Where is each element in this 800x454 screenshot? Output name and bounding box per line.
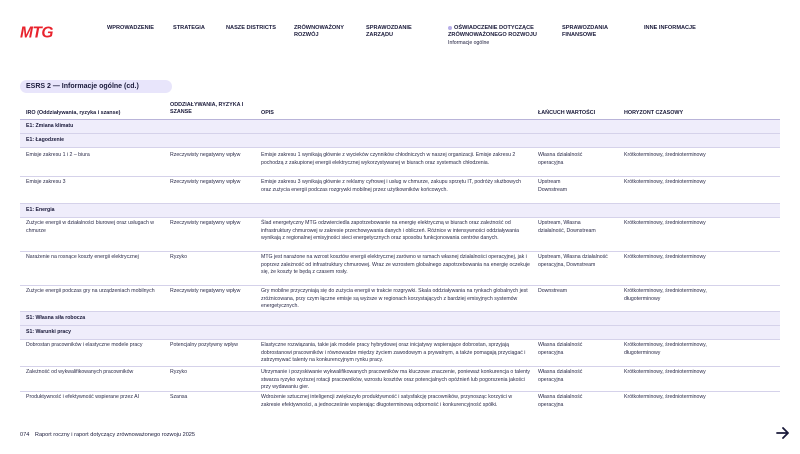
cell-chain: Upstream, Własna działalność operacyjna, Downstream: [538, 254, 608, 268]
table-row: [20, 148, 780, 177]
nav-item-wprowadzenie[interactable]: [107, 25, 167, 32]
cell-type: Rzeczywisty negatywny wpływ: [170, 220, 241, 226]
cell-type: Rzeczywisty negatywny wpływ: [170, 179, 241, 185]
cell-desc: MTG jest narażone na wzrost kosztów energii elektrycznej zarówno w ramach własnej działalności operacyjnej, jak i poprzez zależność od infrastruktury chmurowej. Wraz ze wzrostem globalnego zapotrzebowania na energię oczekuje się, że koszty te będą z czasem rosły.: [261, 254, 530, 276]
cell-type: Szansa: [170, 394, 188, 400]
cell-desc: Utrzymanie i pozyskiwanie wykwalifikowanych pracowników ma kluczowe znaczenie, ponieważ konkurencja o talenty stwarza ryzyko wyższej rotacji pracowników, wzrostu kosztów oraz potencjalnych opóźnień lub pogorszenia jakości przy wydawaniu gier.: [261, 369, 531, 391]
cell-chain: Własna działalność operacyjna: [538, 152, 583, 166]
cell-iro: Emisje zakresu 1 i 2 – biura: [26, 152, 90, 158]
category-label: E1: Łagodzenie: [26, 137, 65, 143]
table-header: [20, 100, 780, 120]
cell-chain: Upstream Downstream: [538, 179, 568, 193]
category-row: [20, 312, 780, 326]
cell-desc: Ślad energetyczny MTG odzwierciedla zapotrzebowanie na energię elektryczną w biurach oraz zależność od infrastruktury chmurowej w zakresie przechowywania danych i obliczeń. Różnice w intensywności oddziaływania wynikają z regionalnej emisyjności sieci energetycznych oraz sposobu funkcjonowania centrów danych.: [261, 220, 520, 242]
cell-desc: Wdrożenie sztucznej inteligencji zwiększyło produktywność i satysfakcję pracowników, przynosząc korzyści w zakresie efektywności, a jednocześnie wspierając długoterminową odporność i konkurencyjność spółki.: [261, 394, 513, 408]
section-title: ESRS 2 — Informacje ogólne (cd.): [20, 80, 172, 93]
cell-type: Ryzyko: [170, 254, 188, 260]
nav-item-inne-informacje[interactable]: [644, 25, 714, 32]
cell-horizon: Krótkoterminowy, średnioterminowy: [624, 254, 706, 260]
cell-chain: Downstream: [538, 288, 568, 294]
header-desc: OPIS: [261, 110, 274, 116]
nav-item-sprawozdania-finansowe[interactable]: [562, 25, 618, 39]
table-row: [20, 177, 780, 204]
cell-iro: Produktywność i efektywność wspierane przez AI: [26, 394, 140, 400]
cell-horizon: Krótkoterminowy, średnioterminowy: [624, 220, 706, 226]
cell-type: Potencjalny pozytywny wpływ: [170, 342, 239, 348]
cell-iro: Emisje zakresu 3: [26, 179, 66, 185]
cell-desc: Emisje zakresu 1 wynikają głównie z wycieków czynników chłodniczych w naszej organizacji. Emisje zakresu 2 pochodzą z zakupionej energii elektrycznej wykorzystywanej w biurach oraz systemach chłodzenia.: [261, 152, 516, 166]
cell-desc: Elastyczne rozwiązania, takie jak modele pracy hybrydowej oraz inicjatywy wspierające dobrostan, sprzyjają dobrostanowi pracowników i równowadze między życiem zawodowym a prywatnym, a także pomagają przyciągać i zatrzymywać talenty na konkurencyjnym rynku pracy.: [261, 342, 526, 364]
header-horizon: HORYZONT CZASOWY: [624, 110, 684, 116]
cell-chain: Upstream, Własna działalność, Downstream: [538, 220, 596, 234]
page-number: 074: [20, 432, 30, 438]
header-chain: ŁAŃCUCH WARTOŚCI: [538, 110, 596, 116]
nav-item-label: SPRAWOZDANIE ZARZĄDU: [366, 25, 412, 39]
nav-item-label: NASZE DISTRICTS: [226, 25, 277, 31]
nav-item-nasze-districts[interactable]: [226, 25, 286, 32]
table-row: [20, 367, 780, 392]
page-footer: [20, 432, 195, 438]
active-dot-icon: [448, 26, 452, 30]
iro-table: [20, 100, 780, 418]
cell-iro: Zużycie energii podczas gry na urządzeniach mobilnych: [26, 288, 155, 294]
nav-item-label: WPROWADZENIE: [107, 25, 154, 31]
nav-item-strategia[interactable]: [173, 25, 223, 32]
cell-chain: Własna działalność operacyjna: [538, 369, 583, 383]
report-title: Raport roczny i raport dotyczący zrównoważonego rozwoju 2025: [34, 432, 196, 438]
cell-horizon: Krótkoterminowy, średnioterminowy: [624, 152, 706, 158]
cell-type: Rzeczywisty negatywny wpływ: [170, 288, 241, 294]
cell-type: Ryzyko: [170, 369, 188, 375]
cell-horizon: Krótkoterminowy, średnioterminowy: [624, 179, 706, 185]
header-iro: IRO (Oddziaływania, ryzyka i szanse): [26, 110, 121, 116]
cell-iro: Narażenie na rosnące koszty energii elektrycznej: [26, 254, 139, 260]
cell-iro: Zależność od wykwalifikowanych pracowników: [26, 369, 134, 375]
next-page-arrow-icon[interactable]: [776, 427, 790, 439]
cell-type: Rzeczywisty negatywny wpływ: [170, 152, 241, 158]
header-type: ODDZIAŁYWANIA, RYZYKA I SZANSE: [170, 102, 244, 115]
category-label: E1: Zmiana klimatu: [26, 123, 74, 129]
cell-iro: Dobrostan pracowników i elastyczne modele pracy: [26, 342, 143, 348]
category-row: [20, 204, 780, 218]
category-row: [20, 134, 780, 148]
cell-desc: Gry mobilne przyczyniają się do zużycia energii w trakcie rozgrywki. Skala oddziaływania na rynkach globalnych jest zróżnicowana, przy czym łączne emisje są wyższe w regionach korzystających z bardziej emisyjnych systemów energetycznych.: [261, 288, 528, 310]
table-row: [20, 218, 780, 252]
cell-desc: Emisje zakresu 3 wynikają głównie z reklamy cyfrowej i usług w chmurze, zakupu sprzętu IT, podróży służbowych oraz zużycia energii podczas rozgrywki mobilnej przez użytkowników końcowych.: [261, 179, 522, 193]
nav-item-label: STRATEGIA: [173, 25, 205, 31]
nav-item-label: SPRAWOZDANIA FINANSOWE: [562, 25, 608, 39]
nav-item-label: OŚWIADCZENIE DOTYCZĄCE ZRÓWNOWAŻONEGO ROZWOJU: [448, 25, 537, 39]
cell-horizon: Krótkoterminowy, średnioterminowy: [624, 394, 706, 400]
nav-item-sprawozdanie-zarzadu[interactable]: [366, 25, 422, 39]
cell-horizon: Krótkoterminowy, średnioterminowy, długoterminowy: [624, 288, 707, 302]
category-label: S1: Własna siła robocza: [26, 315, 86, 321]
cell-iro: Zużycie energii w działalności biurowej oraz usługach w chmurze: [26, 220, 155, 234]
cell-chain: Własna działalność operacyjna: [538, 342, 583, 356]
table-row: [20, 392, 780, 418]
category-row: [20, 326, 780, 340]
table-row: [20, 340, 780, 367]
table-row: [20, 286, 780, 312]
nav-item-label: INNE INFORMACJE: [644, 25, 696, 31]
category-row: [20, 120, 780, 134]
cell-horizon: Krótkoterminowy, średnioterminowy, długoterminowy: [624, 342, 707, 356]
cell-horizon: Krótkoterminowy, średnioterminowy: [624, 369, 706, 375]
category-label: E1: Energia: [26, 207, 55, 213]
nav-item-label: ZRÓWNOWAŻONY ROZWÓJ: [294, 25, 344, 39]
logo-text: MTG: [20, 24, 53, 40]
nav-item-oswiadczenie[interactable]: [448, 25, 540, 48]
cell-chain: Własna działalność operacyjna: [538, 394, 583, 408]
category-label: S1: Warunki pracy: [26, 329, 72, 335]
nav-item-zrownowazony-rozwoj[interactable]: [294, 25, 350, 39]
table-row: [20, 252, 780, 286]
top-navigation: [0, 25, 800, 65]
nav-item-sublabel[interactable]: Informacje ogólne: [448, 40, 490, 47]
